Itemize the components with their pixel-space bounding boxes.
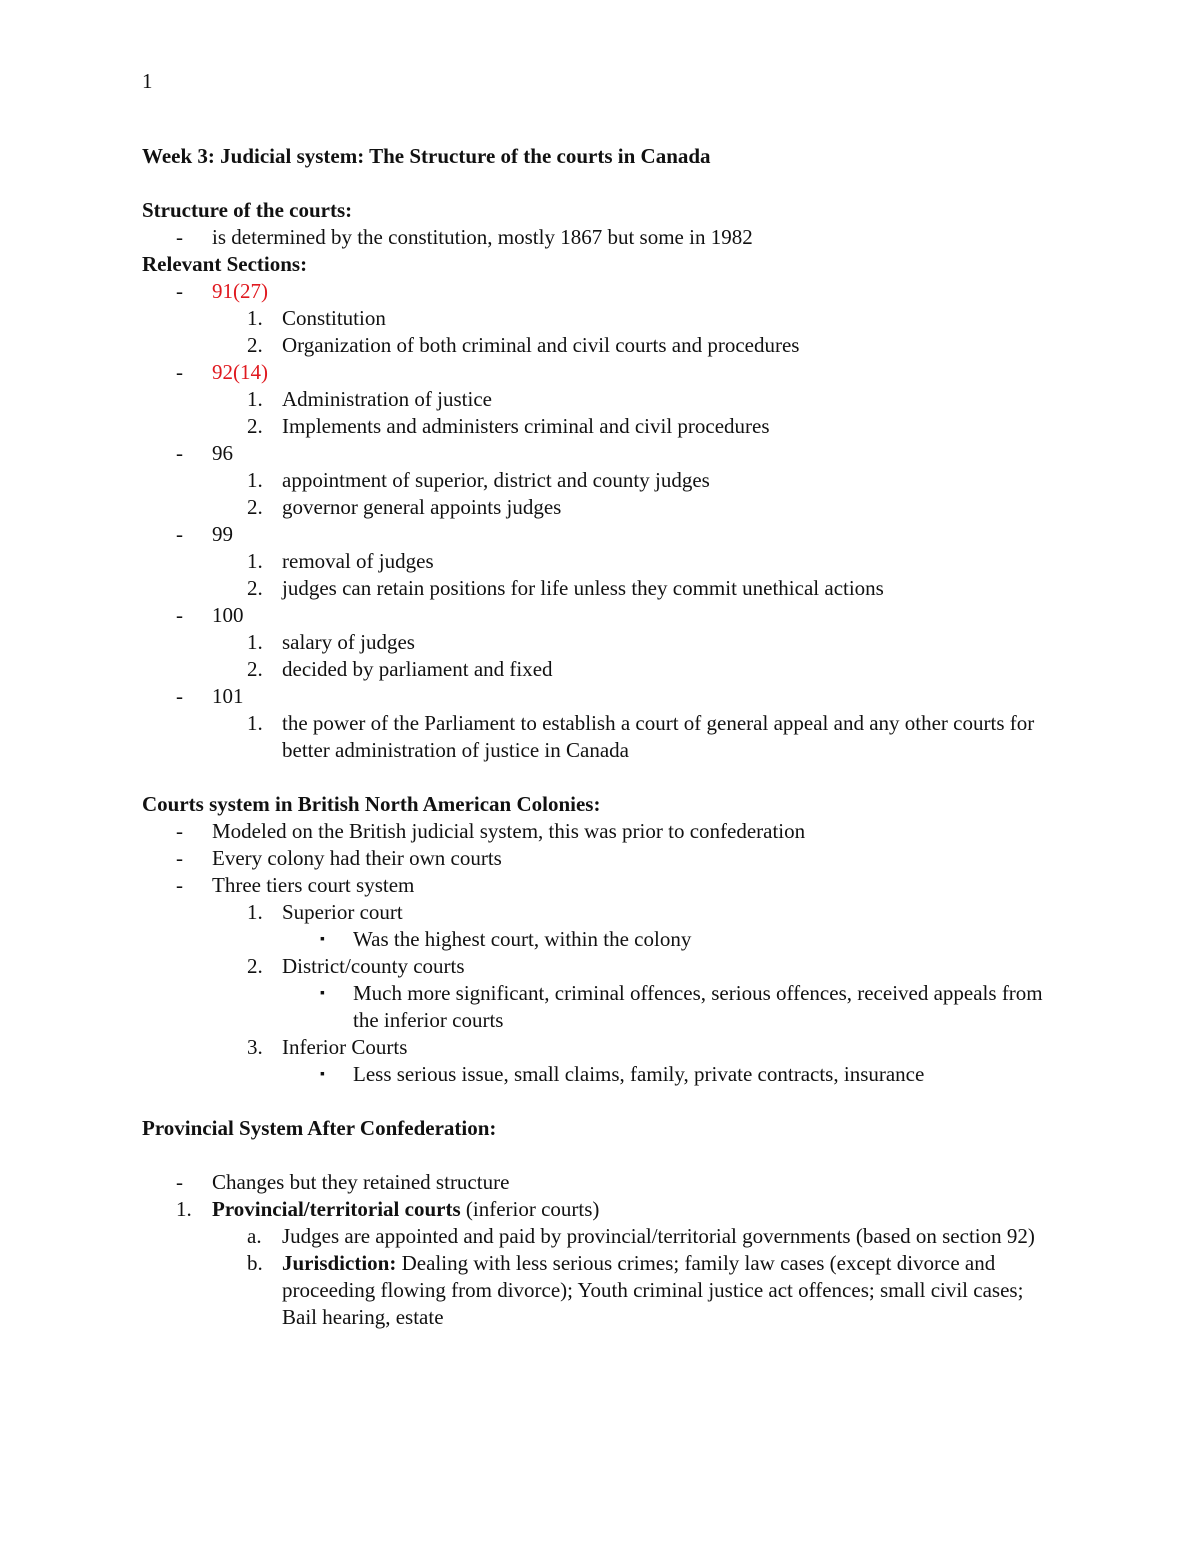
list-item: - Every colony had their own courts bbox=[176, 846, 502, 870]
tier-note: ▪ Much more significant, criminal offences, serious offences, received appeals from the inferior courts bbox=[320, 981, 1043, 1032]
sub-item-b: b. Jurisdiction: Dealing with less serious crimes; family law cases (except divorce and proceeding flowing from divorce); Youth criminal justice act offences; small civil cases; Bail hearing, estate bbox=[247, 1251, 1024, 1329]
tier-item: 3. Inferior Courts bbox=[247, 1035, 408, 1059]
provincial-courts-item: 1. Provincial/territorial courts (inferior courts) bbox=[176, 1197, 600, 1221]
dash-marker: - bbox=[176, 360, 183, 384]
dash-marker: - bbox=[176, 603, 183, 627]
section-92-14: - 92(14) bbox=[176, 360, 268, 384]
sub-item-a: a. Judges are appointed and paid by provincial/territorial governments (based on section 92) bbox=[247, 1224, 1035, 1248]
provincial-heading: Provincial System After Confederation: bbox=[142, 1116, 497, 1140]
dash-marker: - bbox=[176, 225, 183, 249]
list-item: 1. removal of judges bbox=[247, 549, 434, 573]
dash-marker: - bbox=[176, 522, 183, 546]
list-item: 2. judges can retain positions for life unless they commit unethical actions bbox=[247, 576, 884, 600]
list-item: 2. Organization of both criminal and civil courts and procedures bbox=[247, 333, 800, 357]
section-99: - 99 bbox=[176, 522, 233, 546]
list-item: 1. Constitution bbox=[247, 306, 386, 330]
dash-marker: - bbox=[176, 279, 183, 303]
dash-marker: - bbox=[176, 684, 183, 708]
list-item: 2. decided by parliament and fixed bbox=[247, 657, 553, 681]
tier-note: ▪ Less serious issue, small claims, family, private contracts, insurance bbox=[320, 1062, 925, 1086]
section-100: - 100 bbox=[176, 603, 244, 627]
page-number: 1 bbox=[142, 69, 153, 93]
section-101: - 101 bbox=[176, 684, 244, 708]
tier-note: ▪ Was the highest court, within the colony bbox=[320, 927, 692, 951]
bna-heading: Courts system in British North American Colonies: bbox=[142, 792, 601, 816]
section-96: - 96 bbox=[176, 441, 233, 465]
list-item: 1. appointment of superior, district and county judges bbox=[247, 468, 710, 492]
list-item: - is determined by the constitution, mostly 1867 but some in 1982 bbox=[176, 225, 753, 249]
list-item: 2. governor general appoints judges bbox=[247, 495, 562, 519]
page-title: Week 3: Judicial system: The Structure of the courts in Canada bbox=[142, 144, 711, 168]
list-item: 2. Implements and administers criminal and civil procedures bbox=[247, 414, 770, 438]
tier-item: 1. Superior court bbox=[247, 900, 403, 924]
dash-marker: - bbox=[176, 441, 183, 465]
document-body bbox=[142, 143, 1062, 1331]
list-item: - Modeled on the British judicial system, this was prior to confederation bbox=[176, 819, 806, 843]
list-item: - Changes but they retained structure bbox=[176, 1170, 510, 1194]
structure-heading: Structure of the courts: bbox=[142, 198, 353, 222]
square-bullet-icon: ▪ bbox=[320, 932, 325, 947]
square-bullet-icon: ▪ bbox=[320, 986, 325, 1001]
list-item: 1. Administration of justice bbox=[247, 387, 492, 411]
section-91-27: - 91(27) bbox=[176, 279, 268, 303]
tier-item: 2. District/county courts bbox=[247, 954, 465, 978]
square-bullet-icon: ▪ bbox=[320, 1067, 325, 1082]
list-item: 1. salary of judges bbox=[247, 630, 415, 654]
relevant-heading: Relevant Sections: bbox=[142, 252, 308, 276]
list-item: - Three tiers court system bbox=[176, 873, 415, 897]
list-item: 1. the power of the Parliament to establish a court of general appeal and any other courts for better administration of justice in Canada bbox=[247, 711, 1035, 762]
